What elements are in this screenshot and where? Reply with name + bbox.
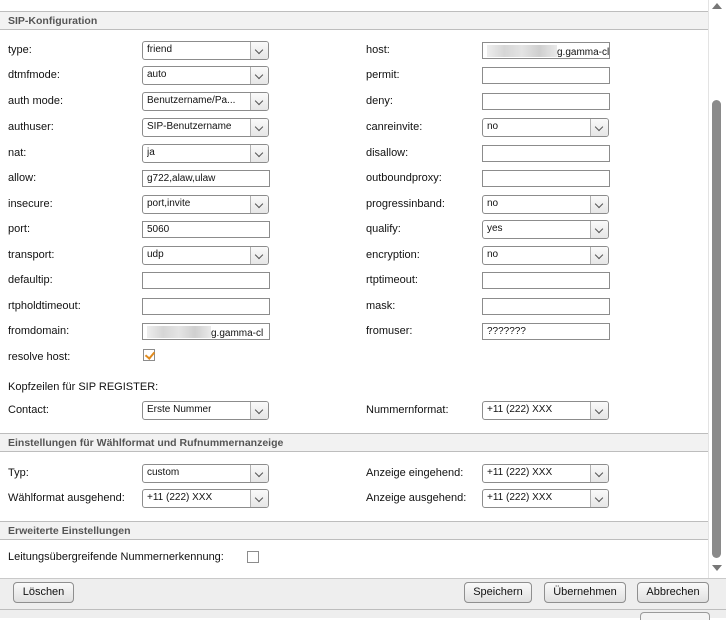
select-canreinvite[interactable]: no bbox=[482, 118, 609, 137]
select-authuser[interactable]: SIP-Benutzername bbox=[142, 118, 269, 137]
chevron-down-icon bbox=[250, 67, 268, 84]
input-defaultip[interactable] bbox=[142, 272, 270, 289]
label-resolve-host: resolve host: bbox=[8, 351, 71, 363]
label-waehlformat-ausgehend: Wählformat ausgehend: bbox=[8, 492, 125, 504]
select-typ[interactable]: custom bbox=[142, 464, 269, 483]
label-authuser: authuser: bbox=[8, 121, 54, 133]
label-anzeige-eingehend: Anzeige eingehend: bbox=[366, 467, 464, 479]
chevron-down-icon bbox=[590, 490, 608, 507]
label-allow: allow: bbox=[8, 172, 37, 184]
label-disallow: disallow: bbox=[366, 147, 409, 159]
divider bbox=[0, 609, 726, 610]
select-nummernformat[interactable]: +11 (222) XXX bbox=[482, 401, 609, 420]
apply-button[interactable]: Übernehmen bbox=[544, 582, 626, 603]
label-outboundproxy: outboundproxy: bbox=[366, 172, 442, 184]
input-disallow[interactable] bbox=[482, 145, 610, 162]
chevron-down-icon bbox=[250, 402, 268, 419]
label-type: type: bbox=[8, 44, 32, 56]
checkbox-cross-line-detection[interactable] bbox=[247, 551, 259, 563]
save-button[interactable]: Speichern bbox=[464, 582, 532, 603]
scrollbar-thumb[interactable] bbox=[712, 100, 721, 558]
chevron-down-icon bbox=[250, 196, 268, 213]
input-allow[interactable]: g722,alaw,ulaw bbox=[142, 170, 270, 187]
select-transport[interactable]: udp bbox=[142, 246, 269, 265]
label-fromdomain: fromdomain: bbox=[8, 325, 70, 337]
select-contact[interactable]: Erste Nummer bbox=[142, 401, 269, 420]
label-rtpholdtimeout: rtpholdtimeout: bbox=[8, 300, 81, 312]
select-auth-mode[interactable]: Benutzername/Pa... bbox=[142, 92, 269, 111]
delete-button[interactable]: Löschen bbox=[13, 582, 74, 603]
label-deny: deny: bbox=[366, 95, 393, 107]
chevron-down-icon bbox=[250, 93, 268, 110]
input-fromdomain[interactable]: g.gamma-cl bbox=[142, 323, 270, 340]
chevron-down-icon bbox=[250, 465, 268, 482]
label-cross-line-detection: Leitungsübergreifende Nummernerkennung: bbox=[8, 551, 224, 563]
label-transport: transport: bbox=[8, 249, 55, 261]
input-rtptimeout[interactable] bbox=[482, 272, 610, 289]
cancel-button[interactable]: Abbrechen bbox=[637, 582, 709, 603]
chevron-down-icon bbox=[590, 247, 608, 264]
chevron-down-icon bbox=[250, 119, 268, 136]
select-waehlformat-ausgehend[interactable]: +11 (222) XXX bbox=[142, 489, 269, 508]
redacted-text bbox=[147, 326, 211, 338]
chevron-down-icon bbox=[590, 402, 608, 419]
scroll-down-icon[interactable] bbox=[712, 565, 722, 571]
section-header-dial-format: Einstellungen für Wählformat und Rufnummernanzeige bbox=[0, 433, 708, 452]
select-dtmfmode[interactable]: auto bbox=[142, 66, 269, 85]
select-qualify[interactable]: yes bbox=[482, 220, 609, 239]
select-nat[interactable]: ja bbox=[142, 144, 269, 163]
select-anzeige-ausgehend[interactable]: +11 (222) XXX bbox=[482, 489, 609, 508]
input-rtpholdtimeout[interactable] bbox=[142, 298, 270, 315]
label-port: port: bbox=[8, 223, 31, 235]
input-permit[interactable] bbox=[482, 67, 610, 84]
input-mask[interactable] bbox=[482, 298, 610, 315]
chevron-down-icon bbox=[250, 490, 268, 507]
label-dtmfmode: dtmfmode: bbox=[8, 69, 60, 81]
label-auth-mode: auth mode: bbox=[8, 95, 64, 107]
label-nat: nat: bbox=[8, 147, 27, 159]
label-anzeige-ausgehend: Anzeige ausgehend: bbox=[366, 492, 467, 504]
scroll-up-icon[interactable] bbox=[712, 3, 722, 9]
label-qualify: qualify: bbox=[366, 223, 401, 235]
label-progressinband: progressinband: bbox=[366, 198, 445, 210]
select-progressinband[interactable]: no bbox=[482, 195, 609, 214]
chevron-down-icon bbox=[250, 42, 268, 59]
chevron-down-icon bbox=[250, 145, 268, 162]
register-heading: Kopfzeilen für SIP REGISTER: bbox=[8, 381, 159, 393]
select-insecure[interactable]: port,invite bbox=[142, 195, 269, 214]
label-fromuser: fromuser: bbox=[366, 325, 413, 337]
label-canreinvite: canreinvite: bbox=[366, 121, 423, 133]
section-header-advanced: Erweiterte Einstellungen bbox=[0, 521, 708, 540]
label-permit: permit: bbox=[366, 69, 400, 81]
redacted-text bbox=[487, 45, 557, 57]
input-outboundproxy[interactable] bbox=[482, 170, 610, 187]
input-deny[interactable] bbox=[482, 93, 610, 110]
label-host: host: bbox=[366, 44, 390, 56]
input-port[interactable]: 5060 bbox=[142, 221, 270, 238]
label-encryption: encryption: bbox=[366, 249, 420, 261]
label-typ: Typ: bbox=[8, 467, 29, 479]
label-defaultip: defaultip: bbox=[8, 274, 53, 286]
chevron-down-icon bbox=[590, 196, 608, 213]
chevron-down-icon bbox=[590, 465, 608, 482]
select-encryption[interactable]: no bbox=[482, 246, 609, 265]
select-anzeige-eingehend[interactable]: +11 (222) XXX bbox=[482, 464, 609, 483]
chevron-down-icon bbox=[250, 247, 268, 264]
select-type[interactable]: friend bbox=[142, 41, 269, 60]
input-host[interactable]: g.gamma-cl bbox=[482, 42, 610, 59]
chevron-down-icon bbox=[590, 119, 608, 136]
label-mask: mask: bbox=[366, 300, 396, 312]
label-contact: Contact: bbox=[8, 404, 49, 416]
input-fromuser[interactable]: ??????? bbox=[482, 323, 610, 340]
checkbox-resolve-host[interactable] bbox=[143, 349, 155, 361]
section-header-sip: SIP-Konfiguration bbox=[0, 11, 708, 30]
partial-button[interactable] bbox=[640, 612, 710, 620]
label-insecure: insecure: bbox=[8, 198, 53, 210]
label-nummernformat: Nummernformat: bbox=[366, 404, 449, 416]
chevron-down-icon bbox=[590, 221, 608, 238]
label-rtptimeout: rtptimeout: bbox=[366, 274, 418, 286]
